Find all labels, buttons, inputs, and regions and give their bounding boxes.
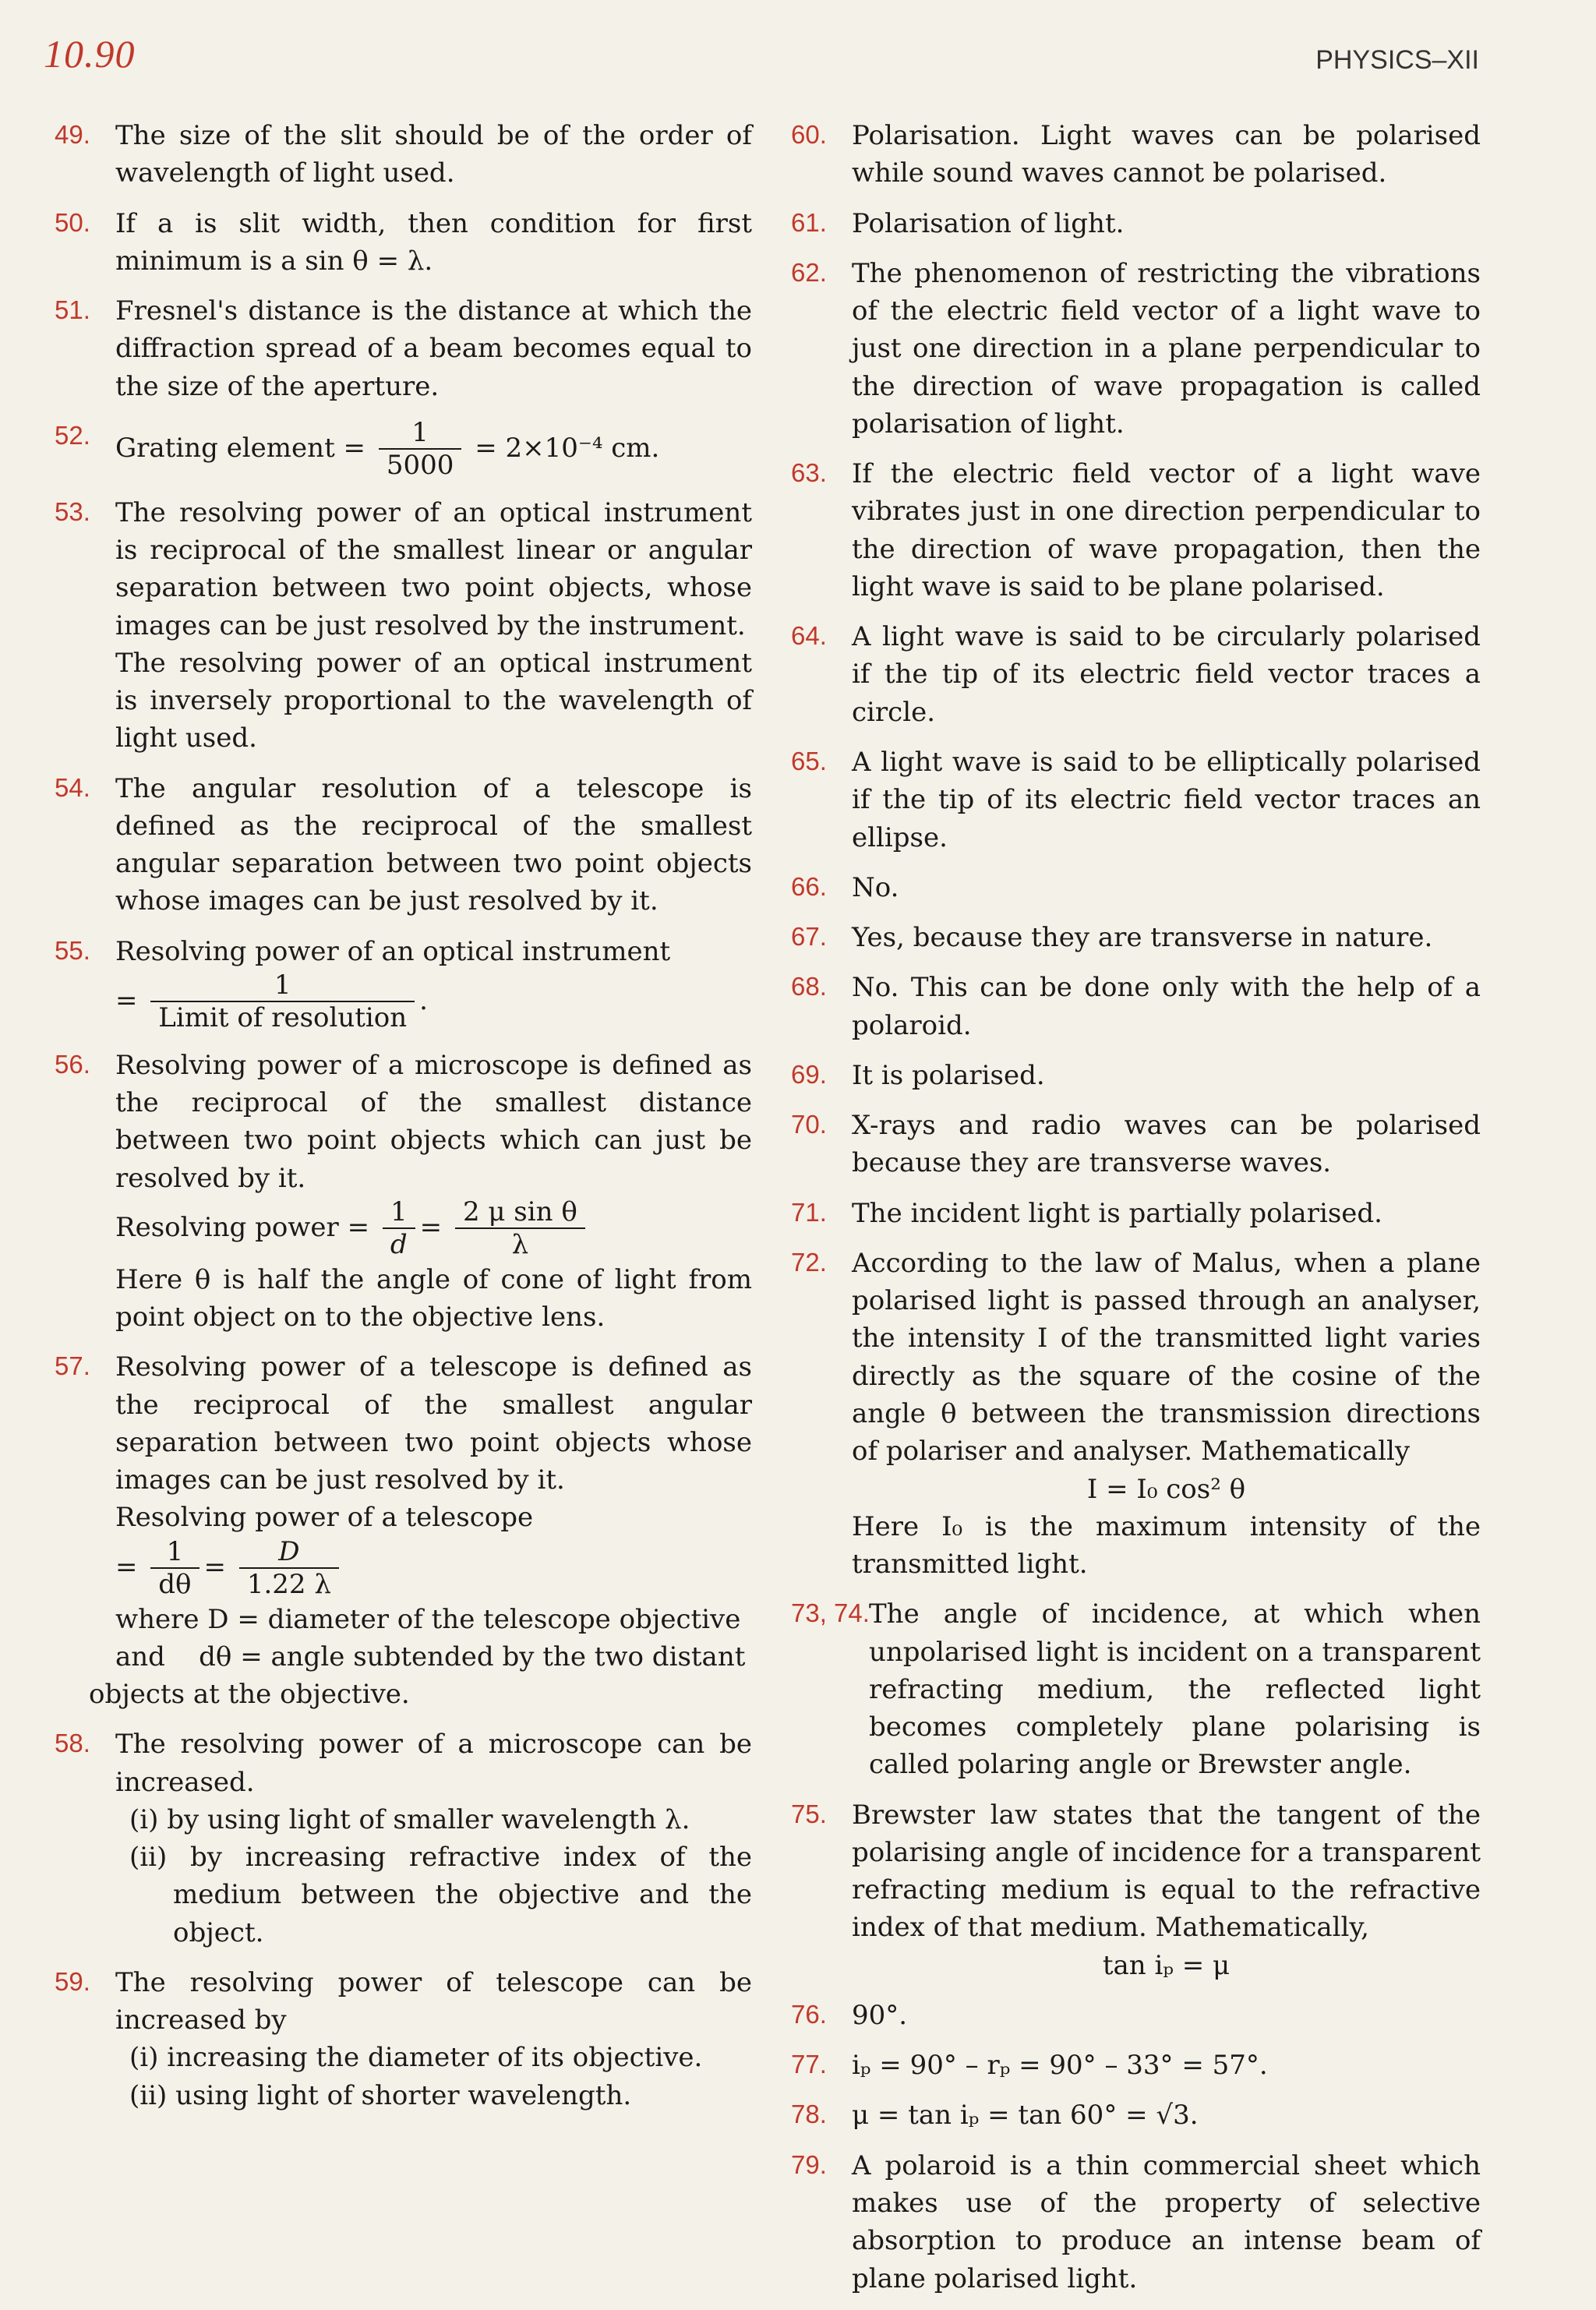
answer-text: X-rays and radio waves can be polarised because they are transverse waves. (852, 1110, 1481, 1179)
right-column (791, 117, 1481, 2310)
sub-point-i: (i) by using light of smaller wavelength λ. (129, 1803, 690, 1835)
answer-number: 64. (791, 621, 827, 651)
answer-63 (791, 455, 1481, 606)
answer-text-2: Here θ is half the angle of cone of light from point object on to the objective lens. (115, 1263, 752, 1333)
answer-text: A polaroid is a thin commercial sheet which makes use of the property of selective absorption to produce an intense beam of plane polarised light. (852, 2149, 1481, 2294)
answer-text: Polarisation. Light waves can be polarised while sound waves cannot be polarised. (852, 120, 1481, 189)
answer-text: The angular resolution of a telescope is defined as the reciprocal of the smallest angular separation between two point objects whose images can be just resolved by it. (115, 772, 752, 917)
answer-text: A light wave is said to be elliptically polarised if the tip of its electric field vector traces an ellipse. (852, 746, 1481, 853)
answer-number: 55. (55, 935, 90, 965)
answer-text: 90°. (852, 1999, 908, 2031)
answer-number: 53. (55, 496, 90, 526)
answer-60 (791, 117, 1481, 192)
answer-number: 57. (55, 1351, 90, 1381)
grating-equation: Grating element = $\frac{1}{5000}$ = 2×10⁻⁴ cm. (115, 416, 660, 481)
answer-text: If a is slit width, then condition for first minimum is a sin θ = λ. (115, 207, 752, 277)
answer-number: 58. (55, 1729, 90, 1758)
answer-number: 73, 74. (791, 1598, 870, 1628)
answer-text-2: Here I₀ is the maximum intensity of the transmitted light. (852, 1510, 1481, 1581)
answer-text: The angle of incidence, at which when unpolarised light is incident on a transparent refracting medium, the reflected light becomes completely plane polarising is called polaring angle or Brewster angle. (869, 1598, 1481, 1781)
answer-73-74 (791, 1595, 1481, 1783)
brewster-law-equation: tan iₚ = μ (1102, 1949, 1231, 1981)
answer-number: 60. (791, 120, 827, 149)
answer-number: 72. (791, 1247, 827, 1277)
answer-text: Resolving power of a telescope is defined as the reciprocal of the smallest angular separation between two point objects whose images can be just resolved by it. (115, 1351, 752, 1496)
telescope-equation: = $\frac{1}{d\theta}$ = $\frac{D}{1.22 \lambda}$ (115, 1537, 752, 1601)
answer-53 (55, 494, 752, 758)
answer-76 (791, 1997, 1481, 2034)
answer-number: 67. (791, 922, 827, 952)
answer-text: The size of the slit should be of the order of wavelength of light used. (115, 120, 752, 189)
answer-number: 66. (791, 871, 827, 901)
answer-text: Polarisation of light. (852, 207, 1125, 239)
malus-law-equation: I = I₀ cos² θ (1086, 1473, 1246, 1505)
answer-50 (55, 205, 752, 281)
answer-number: 62. (791, 257, 827, 287)
answer-number: 70. (791, 1110, 827, 1139)
answer-text: Brewster law states that the tangent of the polarising angle of incidence for a transparent refracting medium is equal to the refractive index of that medium. Mathematically, (852, 1799, 1481, 1944)
answer-number: 65. (791, 746, 827, 775)
answer-number: 77. (791, 2050, 827, 2079)
microscope-equation: Resolving power = $\frac{1}{d}$ = $\frac{\text{2 μ sin θ}}{\lambda}$ (115, 1197, 752, 1261)
answer-number: 76. (791, 1999, 827, 2029)
answer-number: 68. (791, 972, 827, 1001)
answer-text: iₚ = 90° – rₚ = 90° – 33° = 57°. (852, 2050, 1268, 2082)
resolving-power-equation: = $\frac{1}{\text{Limit of resolution}}$ . (115, 969, 428, 1034)
where-line-1: where D = diameter of the telescope objective (115, 1603, 741, 1635)
answer-number: 75. (791, 1799, 827, 1828)
answer-text-2: The resolving power of an optical instrument is inversely proportional to the wavelength of light used. (115, 647, 752, 754)
answer-text-2: Resolving power of a telescope (115, 1502, 534, 1534)
answer-55 (55, 933, 752, 1034)
answer-number: 51. (55, 295, 90, 325)
answer-57 (55, 1348, 752, 1713)
fraction: $\frac{1}{5000}$ (379, 418, 462, 482)
sub-point-i: (i) increasing the diameter of its objective. (129, 2042, 703, 2074)
answer-number: 63. (791, 458, 827, 488)
answer-64 (791, 618, 1481, 731)
answer-number: 50. (55, 207, 90, 237)
answer-text: Fresnel's distance is the distance at which the diffraction spread of a beam becomes equal to the size of the aperture. (115, 295, 752, 402)
answer-text: No. This can be done only with the help of a polaroid. (852, 972, 1481, 1041)
answer-text: The resolving power of a microscope can be increased. (115, 1729, 752, 1798)
where-line-3: objects at the objective. (89, 1679, 410, 1711)
answer-51 (55, 292, 752, 405)
answer-78 (791, 2096, 1481, 2134)
answer-number: 59. (55, 1966, 90, 1996)
answer-62 (791, 255, 1481, 443)
answer-69 (791, 1057, 1481, 1094)
answer-text: μ = tan iₚ = tan 60° = √3. (852, 2100, 1199, 2132)
page-number: 10.90 (44, 32, 136, 76)
answer-75 (791, 1796, 1481, 1984)
answer-number: 69. (791, 1059, 827, 1089)
answer-number: 71. (791, 1197, 827, 1227)
answer-number: 79. (791, 2149, 827, 2179)
sub-point-ii: (ii) using light of shorter wavelength. (129, 2079, 632, 2111)
fraction: $\frac{1}{\text{Limit of resolution}}$ (150, 970, 415, 1034)
answer-54 (55, 770, 752, 920)
answer-number: 49. (55, 120, 90, 149)
answer-number: 56. (55, 1049, 90, 1079)
answer-52 (55, 418, 752, 482)
answer-text: A light wave is said to be circularly polarised if the tip of its electric field vector traces a circle. (852, 621, 1481, 728)
answer-59 (55, 1964, 752, 2114)
answer-65 (791, 744, 1481, 857)
answer-text: Resolving power of a microscope is defined as the reciprocal of the smallest distance between two point objects which can just be resolved by it. (115, 1049, 752, 1194)
left-column (55, 117, 752, 2127)
answer-67 (791, 919, 1481, 956)
fraction: $\frac{D}{1.22 \lambda}$ (239, 1537, 339, 1601)
answer-text: No. (852, 871, 899, 903)
answer-text: The incident light is partially polarised. (852, 1197, 1382, 1229)
answer-66 (791, 869, 1481, 906)
answer-text: According to the law of Malus, when a plane polarised light is passed through an analyser, the intensity I of the transmitted light varies directly as the square of the cosine of the angle θ between the transmission directions of polariser and analyser. Mathematically (852, 1247, 1481, 1468)
answer-56 (55, 1047, 752, 1336)
answer-number: 52. (55, 420, 90, 450)
answer-text: The resolving power of an optical instrument is reciprocal of the smallest linear or angular separation between two point objects, whose images can be just resolved by the instrument. (115, 496, 752, 641)
answer-number: 78. (791, 2100, 827, 2129)
answer-72 (791, 1245, 1481, 1583)
where-line-2: and dθ = angle subtended by the two distant (115, 1641, 746, 1672)
answer-77 (791, 2047, 1481, 2084)
answer-71 (791, 1195, 1481, 1232)
answer-text: Resolving power of an optical instrument (115, 935, 671, 967)
fraction: $\frac{1}{d\theta}$ (150, 1537, 199, 1601)
answer-49 (55, 117, 752, 192)
answer-text: It is polarised. (852, 1059, 1045, 1091)
book-title: PHYSICS–XII (1315, 45, 1479, 75)
answer-61 (791, 205, 1481, 242)
answer-68 (791, 969, 1481, 1044)
answer-text: The resolving power of telescope can be increased by (115, 1966, 752, 2036)
answer-number: 61. (791, 207, 827, 237)
answer-text: If the electric field vector of a light wave vibrates just in one direction perpendicular to the direction of wave propagation, then the light wave is said to be plane polarised. (852, 458, 1481, 602)
fraction: $\frac{1}{d}$ (383, 1197, 415, 1261)
answer-70 (791, 1107, 1481, 1182)
answer-text: Yes, because they are transverse in nature. (852, 922, 1433, 954)
answer-number: 54. (55, 772, 90, 802)
answer-79 (791, 2147, 1481, 2298)
answer-58 (55, 1725, 752, 1951)
answer-text: The phenomenon of restricting the vibrations of the electric field vector of a light wave to just one direction in a plane perpendicular to the direction of wave propagation is called polarisation of light. (852, 257, 1481, 440)
fraction: $\frac{\text{2 μ sin θ}}{\lambda}$ (455, 1197, 585, 1261)
sub-point-ii: (ii) by increasing refractive index of the medium between the objective and the object. (129, 1842, 752, 1948)
